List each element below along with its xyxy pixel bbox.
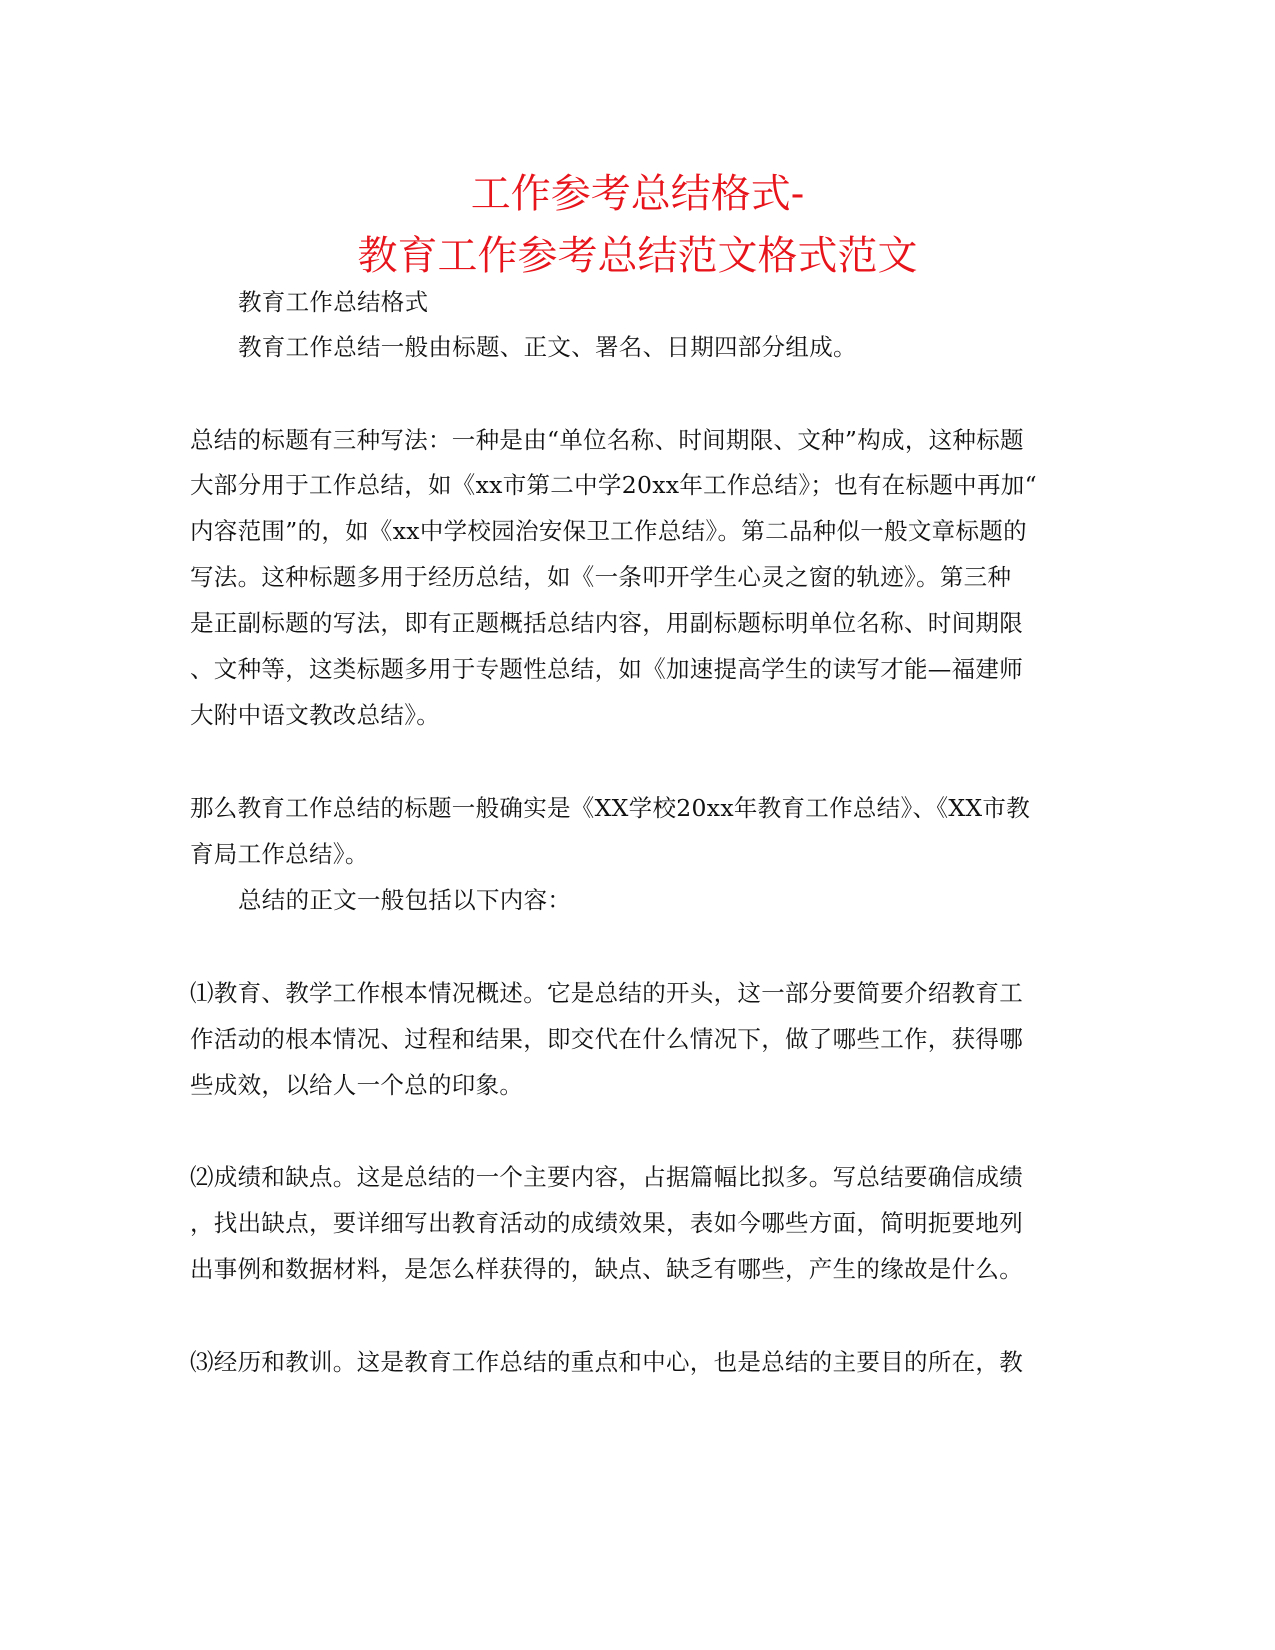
text-line: 育局工作总结》。 (190, 840, 369, 868)
document-title-line-2: 教育工作参考总结范文格式范文 (357, 233, 918, 279)
text-line: 写法。这种标题多用于经历总结，如《一条叩开学生心灵之窗的轨迹》。第三种 (190, 563, 1012, 591)
text-line: 总结的正文一般包括以下内容： (238, 886, 572, 914)
section-heading: 教育工作总结格式 (238, 288, 429, 316)
text-line: 大附中语文教改总结》。 (190, 701, 441, 729)
text-line: 总结的标题有三种写法：一种是由“单位名称、时间期限、文种”构成，这种标题 (190, 426, 1024, 454)
text-line: ⑶经历和教训。这是教育工作总结的重点和中心，也是总结的主要目的所在，教 (190, 1348, 1023, 1376)
text-line: ，找出缺点，要详细写出教育活动的成绩效果，表如今哪些方面，简明扼要地列 (190, 1209, 1023, 1237)
text-line: 是正副标题的写法，即有正题概括总结内容，用副标题标明单位名称、时间期限 (190, 609, 1023, 637)
text-line: 内容范围”的，如《xx中学校园治安保卫工作总结》。第二品种似一般文章标题的 (190, 517, 1027, 545)
text-line: 出事例和数据材料，是怎么样获得的，缺点、缺乏有哪些，产生的缘故是什么。 (190, 1255, 1023, 1283)
text-line: 大部分用于工作总结，如《xx市第二中学20xx年工作总结》；也有在标题中再加“ (190, 471, 1037, 499)
text-line: 、文种等，这类标题多用于专题性总结，如《加速提高学生的读写才能—福建师 (190, 655, 1023, 683)
text-line: 那么教育工作总结的标题一般确实是《XX学校20xx年教育工作总结》、《XX市教 (190, 794, 1031, 822)
text-line: ⑵成绩和缺点。这是总结的一个主要内容，占据篇幅比拟多。写总结要确信成绩 (190, 1163, 1023, 1191)
document-title-line-1: 工作参考总结格式- (470, 171, 805, 217)
text-line: 些成效，以给人一个总的印象。 (190, 1071, 524, 1099)
text-line: 教育工作总结一般由标题、正文、署名、日期四部分组成。 (238, 333, 857, 361)
text-line: 作活动的根本情况、过程和结果，即交代在什么情况下，做了哪些工作，获得哪 (190, 1025, 1023, 1053)
text-line: ⑴教育、教学工作根本情况概述。它是总结的开头，这一部分要简要介绍教育工 (190, 979, 1023, 1007)
